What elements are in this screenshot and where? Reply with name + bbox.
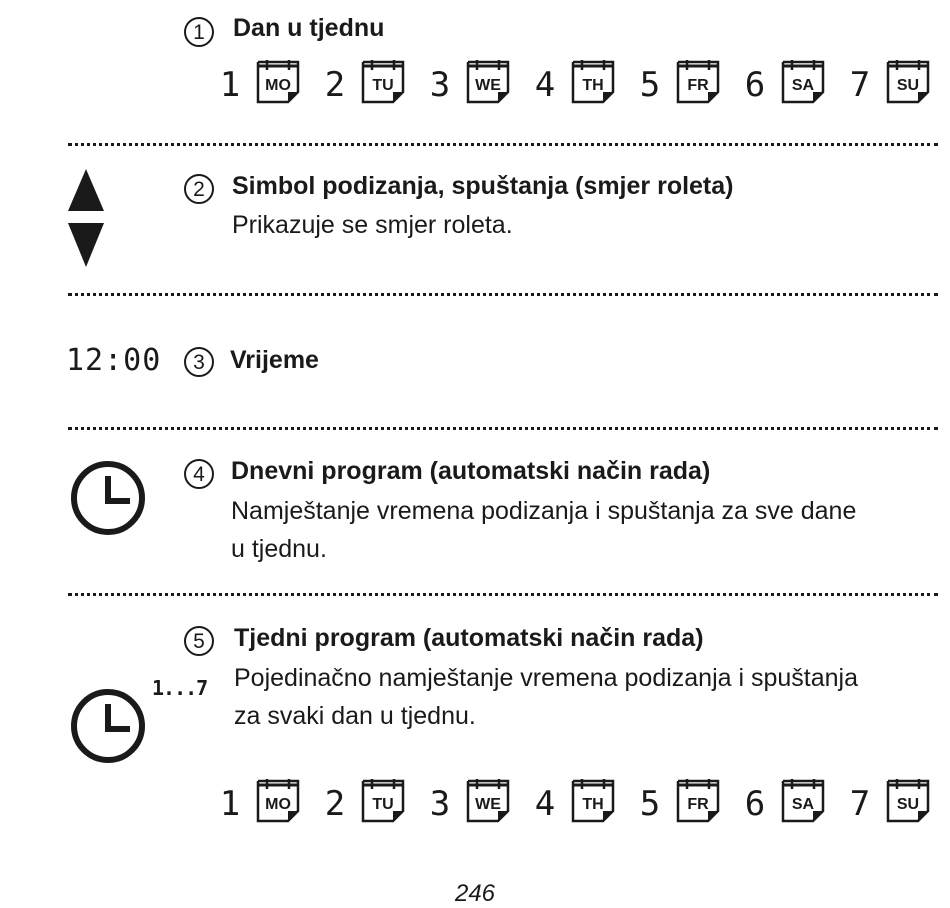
day-label: SA xyxy=(791,796,815,813)
day-item xyxy=(430,60,508,105)
day-label: SA xyxy=(791,77,815,94)
section-4-description-line-1: Namještanje vremena podizanja i spuštanja za sve dane xyxy=(231,497,857,525)
day-label: TH xyxy=(582,77,604,94)
day-label: WE xyxy=(475,77,501,94)
day-item xyxy=(535,779,613,824)
day-digit: 5 xyxy=(639,65,661,105)
day-item xyxy=(745,779,823,824)
day-item xyxy=(325,779,403,824)
day-item xyxy=(640,779,718,824)
day-label: SU xyxy=(896,796,920,813)
section-2-number: 2 xyxy=(184,174,214,204)
section-4-title: Dnevni program (automatski način rada) xyxy=(231,457,711,485)
day-digit: 2 xyxy=(324,784,346,824)
section-1-title: Dan u tjednu xyxy=(233,14,385,42)
page-number: 246 xyxy=(454,880,496,907)
day-item xyxy=(430,779,508,824)
section-5-title: Tjedni program (automatski način rada) xyxy=(234,624,704,652)
divider xyxy=(68,593,938,596)
clock-icon xyxy=(68,458,148,538)
divider xyxy=(68,143,938,146)
day-digit: 7 xyxy=(849,65,871,105)
section-3-number: 3 xyxy=(184,347,214,377)
up-down-arrows-icon xyxy=(66,167,106,269)
day-digit: 7 xyxy=(849,784,871,824)
day-label: TU xyxy=(372,77,394,94)
time-display: 12:00 xyxy=(66,343,162,378)
arrow-down-icon xyxy=(68,223,104,267)
day-digit: 6 xyxy=(744,65,766,105)
day-label: MO xyxy=(265,796,291,813)
day-item xyxy=(850,779,928,824)
section-4-number: 4 xyxy=(184,459,214,489)
day-digit: 4 xyxy=(534,784,556,824)
section-2-title: Simbol podizanja, spuštanja (smjer roleta) xyxy=(232,172,734,200)
section-4-description-line-2: u tjednu. xyxy=(231,535,327,563)
day-item xyxy=(535,60,613,105)
day-digit: 5 xyxy=(639,784,661,824)
divider xyxy=(68,293,938,296)
day-label: FR xyxy=(687,77,709,94)
clock-icon xyxy=(68,686,148,766)
day-range-label: 1...7 xyxy=(152,676,208,700)
day-digit: 3 xyxy=(429,784,451,824)
day-item xyxy=(220,779,298,824)
day-label: SU xyxy=(896,77,920,94)
day-label: TU xyxy=(372,796,394,813)
day-label: MO xyxy=(265,77,291,94)
day-strip-bottom xyxy=(219,777,942,827)
section-5-description-line-2: za svaki dan u tjednu. xyxy=(234,702,476,730)
day-digit: 4 xyxy=(534,65,556,105)
day-digit: 1 xyxy=(219,65,241,105)
day-item xyxy=(745,60,823,105)
section-3-title: Vrijeme xyxy=(230,346,319,374)
day-item xyxy=(325,60,403,105)
day-label: TH xyxy=(582,796,604,813)
day-digit: 2 xyxy=(324,65,346,105)
day-digit: 6 xyxy=(744,784,766,824)
arrow-up-icon xyxy=(68,169,104,211)
section-5-description-line-1: Pojedinačno namještanje vremena podizanja i spuštanja xyxy=(234,664,859,692)
section-5-number: 5 xyxy=(184,626,214,656)
day-item xyxy=(640,60,718,105)
section-1-number: 1 xyxy=(184,17,214,47)
day-digit: 1 xyxy=(219,784,241,824)
section-2-description: Prikazuje se smjer roleta. xyxy=(232,211,513,239)
day-strip-top xyxy=(219,58,942,108)
day-label: WE xyxy=(475,796,501,813)
day-item xyxy=(850,60,928,105)
day-digit: 3 xyxy=(429,65,451,105)
divider xyxy=(68,427,938,430)
day-label: FR xyxy=(687,796,709,813)
day-item xyxy=(220,60,298,105)
